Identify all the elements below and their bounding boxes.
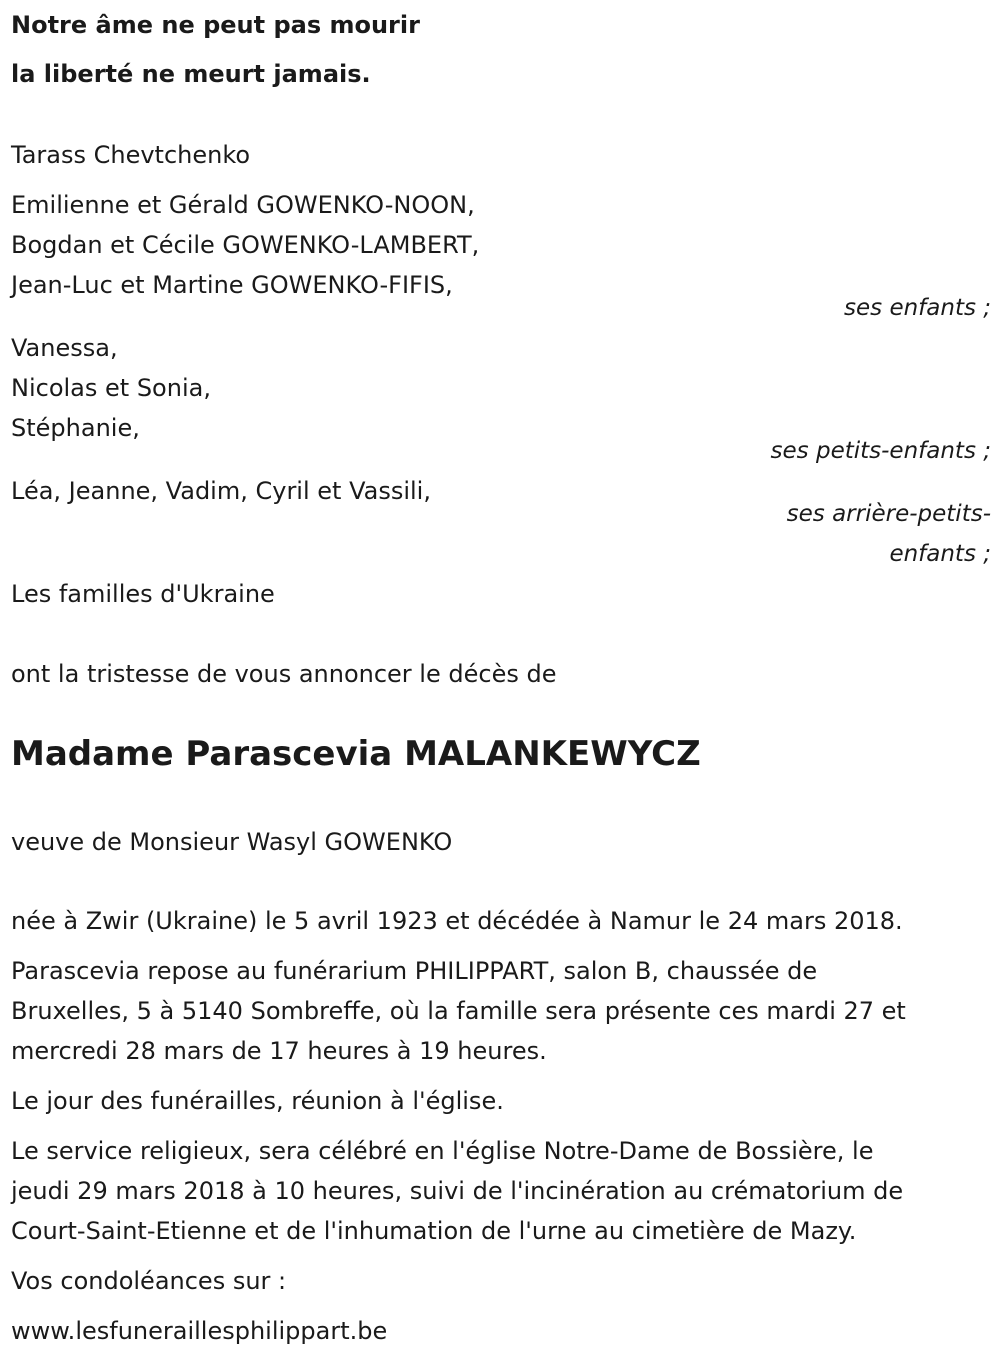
service-line-2: jeudi 29 mars 2018 à 10 heures, suivi de l'incinération au crématorium de — [11, 1177, 904, 1205]
service-line-3: Court-Saint-Etienne et de l'inhumation de l'urne au cimetière de Mazy. — [11, 1217, 857, 1245]
grandchild-line-2: Nicolas et Sonia, — [11, 374, 211, 402]
children-label: ses enfants ; — [844, 295, 991, 321]
widow-line: veuve de Monsieur Wasyl GOWENKO — [11, 828, 453, 856]
rest-line-1: Parascevia repose au funérarium PHILIPPART, salon B, chaussée de — [11, 957, 818, 985]
child-line-2: Bogdan et Cécile GOWENKO-LAMBERT, — [11, 231, 480, 259]
condolences-label: Vos condoléances sur : — [11, 1267, 287, 1295]
service-line-1: Le service religieux, sera célébré en l'église Notre-Dame de Bossière, le — [11, 1137, 874, 1165]
rest-line-2: Bruxelles, 5 à 5140 Sombreffe, où la famille sera présente ces mardi 27 et — [11, 997, 906, 1025]
grandchild-line-1: Vanessa, — [11, 334, 118, 362]
grandchild-line-3: Stéphanie, — [11, 414, 140, 442]
rest-line-3: mercredi 28 mars de 17 heures à 19 heures. — [11, 1037, 547, 1065]
great-grandchildren-label-1: ses arrière-petits- — [786, 501, 991, 527]
epigraph-line-1: Notre âme ne peut pas mourir — [11, 11, 420, 39]
announcement-line: ont la tristesse de vous annoncer le décès de — [11, 660, 557, 688]
meeting-line: Le jour des funérailles, réunion à l'église. — [11, 1087, 504, 1115]
deceased-name: Madame Parascevia MALANKEWYCZ — [11, 734, 701, 774]
grandchildren-label: ses petits-enfants ; — [770, 438, 991, 464]
website-link[interactable]: www.lesfuneraillesphilippart.be — [11, 1317, 388, 1345]
child-line-1: Emilienne et Gérald GOWENKO-NOON, — [11, 191, 475, 219]
birth-death-line: née à Zwir (Ukraine) le 5 avril 1923 et décédée à Namur le 24 mars 2018. — [11, 907, 903, 935]
child-line-3: Jean-Luc et Martine GOWENKO-FIFIS, — [11, 271, 453, 299]
epigraph-author: Tarass Chevtchenko — [11, 141, 251, 169]
families-line: Les familles d'Ukraine — [11, 580, 275, 608]
epigraph-line-2: la liberté ne meurt jamais. — [11, 60, 371, 88]
great-grandchildren-line: Léa, Jeanne, Vadim, Cyril et Vassili, — [11, 477, 431, 505]
great-grandchildren-label-2: enfants ; — [889, 541, 991, 567]
